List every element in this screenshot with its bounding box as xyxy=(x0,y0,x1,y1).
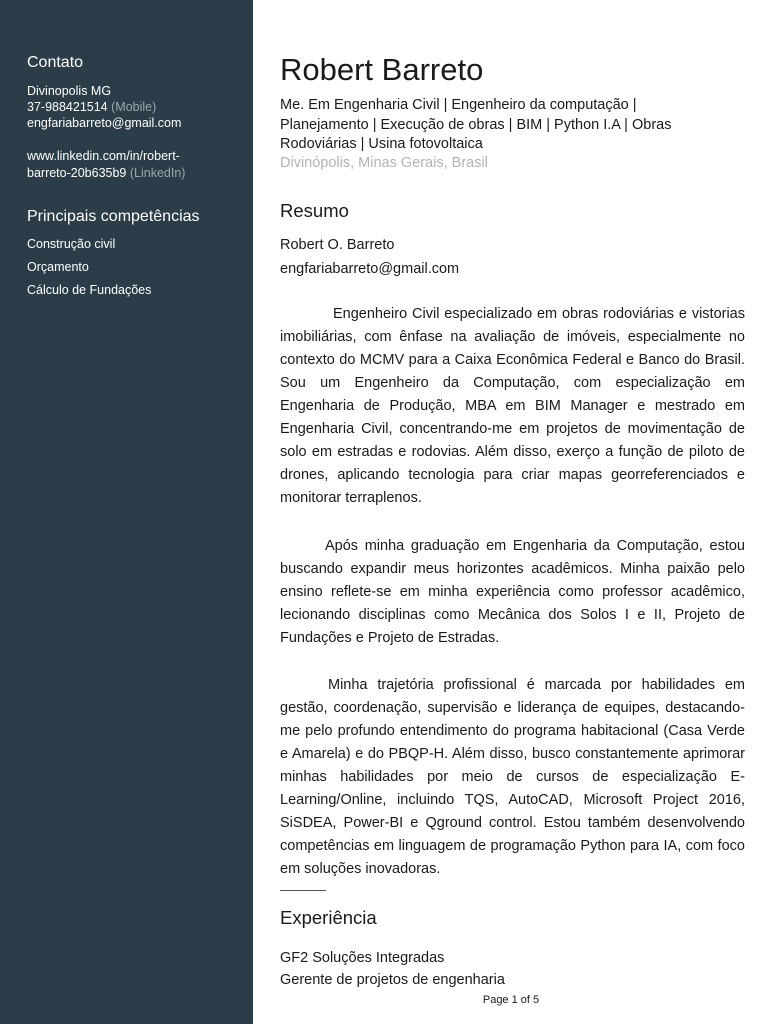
contact-email[interactable]: engfariabarreto@gmail.com xyxy=(27,116,182,130)
experience-role: Gerente de projetos de engenharia xyxy=(280,972,505,988)
experience-title: Experiência xyxy=(280,907,377,928)
profile-location: Divinópolis, Minas Gerais, Brasil xyxy=(280,155,488,171)
skills-heading: Principais competências xyxy=(27,208,200,225)
section-divider xyxy=(280,890,326,891)
headline-line: Planejamento | Execução de obras | BIM | Python I.A | Obras xyxy=(280,117,672,133)
skill-item: Construção civil xyxy=(27,237,116,251)
summary-title: Resumo xyxy=(280,200,349,221)
summary-email[interactable]: engfariabarreto@gmail.com xyxy=(280,261,460,277)
profile-name: Robert Barreto xyxy=(280,52,484,87)
contact-phone: 37-988421514 xyxy=(27,100,108,114)
contact-heading: Contato xyxy=(27,54,84,71)
contact-linkedin-line2 xyxy=(27,165,185,181)
contact-location: Divinopolis MG xyxy=(27,84,112,98)
skill-item: Cálculo de Fundações xyxy=(27,283,152,297)
contact-linkedin-url-line2[interactable]: barreto-20b635b9 xyxy=(27,166,127,180)
summary-paragraph: Minha trajetória profissional é marcada por habilidades em gestão, coordenação, supervisão e liderança de equipes, destacando-me pelo profundo entendimento do programa habitacional (Casa Verde e Amarela) e do PBQP-H. Além disso, busco constantemente aprimorar minhas habilidades por meio de cursos de especialização E-Learning/Online, incluindo TQS, AutoCAD, Microsoft Project 2016, SiSDEA, Power-BI e Qground control. Estou também desenvolvendo competências em linguagem de programação Python para IA, com foco em soluções inovadoras. xyxy=(280,677,745,877)
skill-item: Orçamento xyxy=(27,260,89,274)
sidebar xyxy=(0,0,253,1024)
headline-line: Me. Em Engenharia Civil | Engenheiro da computação | xyxy=(280,97,637,113)
contact-linkedin-type: (LinkedIn) xyxy=(129,166,186,180)
summary-name: Robert O. Barreto xyxy=(280,237,395,253)
summary-paragraph: Após minha graduação em Engenharia da Computação, estou buscando expandir meus horizontes acadêmicos. Minha paixão pelo ensino reflete-se em minha experiência como professor acadêmico, lecionando disciplinas como Mecânica dos Solos I e II, Projeto de Fundações e Projeto de Estradas. xyxy=(280,538,745,646)
summary-paragraph: Engenheiro Civil especializado em obras rodoviárias e vistorias imobiliárias, com ênfase na avaliação de imóveis, especialmente no contexto do MCMV para a Caixa Econômica Federal e Banco do Brasil. Sou um Engenheiro da Computação, com especialização em Engenharia de Produção, MBA em BIM Manager e mestrado em Engenharia Civil, concentrando-me em projetos de movimentação de solo em estradas e rodovias. Além disso, exerço a função de piloto de drones, aplicando tecnologia para criar mapas georreferenciados e monitorar terraplenos. xyxy=(280,306,745,506)
experience-company: GF2 Soluções Integradas xyxy=(280,950,445,966)
contact-phone-line xyxy=(27,99,156,115)
headline-line: Rodoviárias | Usina fotovoltaica xyxy=(280,136,483,152)
page-number: Page 1 of 5 xyxy=(482,994,540,1006)
contact-phone-type: (Mobile) xyxy=(111,100,157,114)
contact-linkedin-url-line1[interactable]: www.linkedin.com/in/robert- xyxy=(27,149,180,163)
